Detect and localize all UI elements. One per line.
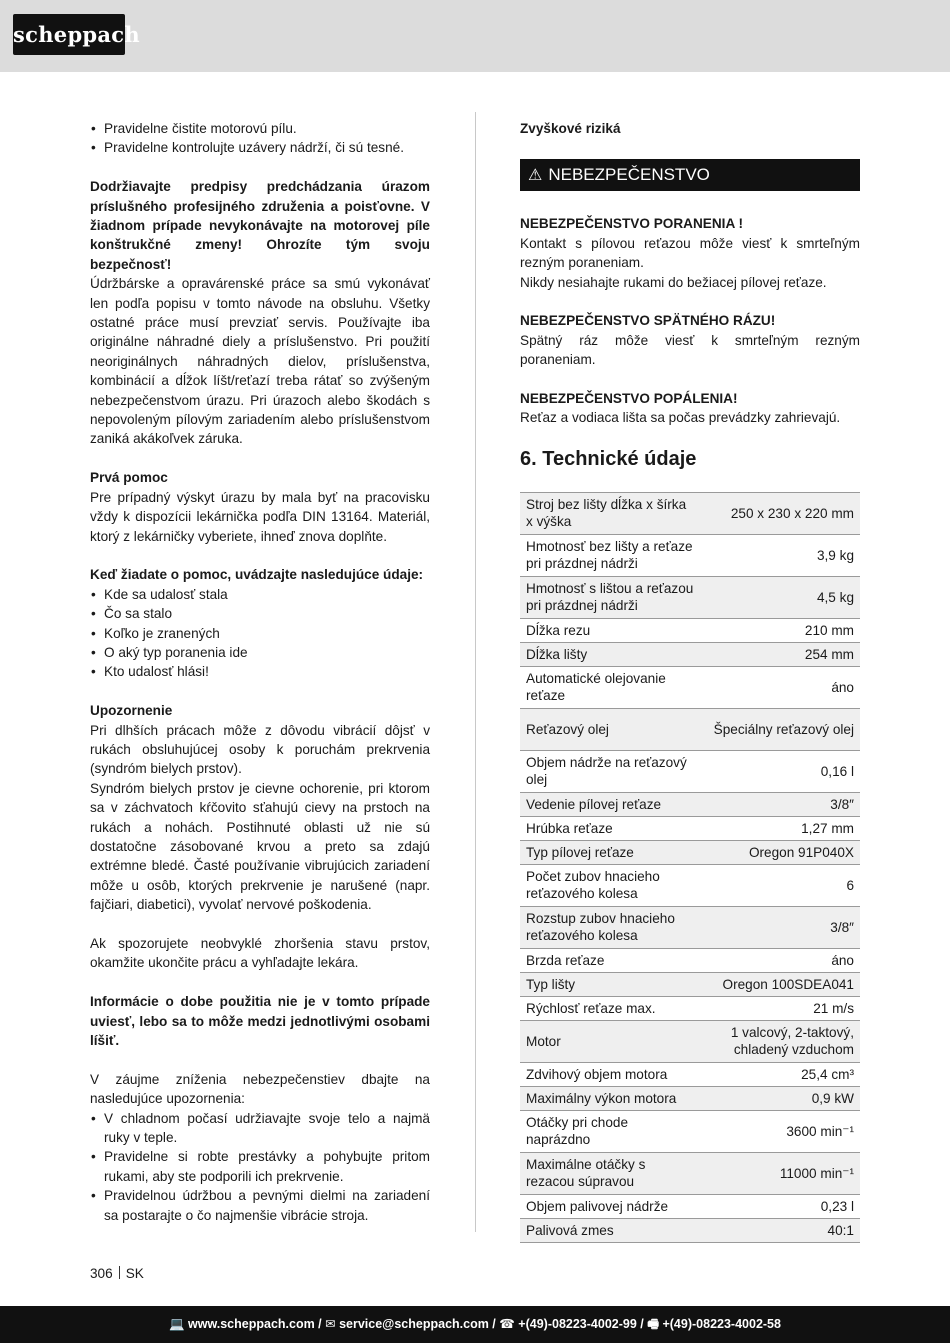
table-row: [520, 750, 860, 792]
spec-value: 11000 min⁻¹: [702, 1152, 860, 1194]
notice-heading: Upozornenie: [90, 703, 173, 719]
spec-label: Zdvihový objem motora: [520, 1062, 702, 1086]
kickback-heading: NEBEZPEČENSTVO SPÄTNÉHO RÁZU!: [520, 313, 776, 329]
spec-value: 3600 min⁻¹: [702, 1110, 860, 1152]
danger-label: NEBEZPEČENSTVO: [548, 165, 710, 185]
spec-label: Maximálne otáčky s rezacou súpravou: [520, 1152, 702, 1194]
spec-label: Počet zubov hnacieho reťazového kolesa: [520, 864, 702, 906]
spec-label: Vedenie pílovej reťaze: [520, 792, 702, 816]
spec-label: Objem palivovej nádrže: [520, 1194, 702, 1218]
table-row: [520, 1218, 860, 1242]
spec-label: Hrúbka reťaze: [520, 816, 702, 840]
first-aid-heading: Prvá pomoc: [90, 470, 168, 486]
list-item: • Kto udalosť hlási!: [90, 662, 430, 681]
injury-text-2: Nikdy nesiahajte rukami do bežiacej pílovej reťaze.: [520, 274, 827, 290]
table-row: [520, 1110, 860, 1152]
kickback-text: Spätný ráz môže viesť k smrteľným rezným poraneniam.: [520, 332, 860, 368]
list-item: • Pravidelnou údržbou a pevnými dielmi na zariadení sa postarajte o čo najmenšie vibrácie stroja.: [90, 1186, 430, 1225]
table-row: [520, 972, 860, 996]
table-row: [520, 1086, 860, 1110]
table-row: [520, 1152, 860, 1194]
spec-label: Automatické olejovanie reťaze: [520, 666, 702, 708]
burn-heading: NEBEZPEČENSTVO POPÁLENIA!: [520, 391, 738, 407]
spec-value: 210 mm: [702, 618, 860, 642]
left-column: [90, 119, 430, 1225]
header-band: [0, 0, 950, 72]
table-row: [520, 666, 860, 708]
injury-heading: NEBEZPEČENSTVO PORANENIA !: [520, 216, 744, 232]
spec-value: áno: [702, 666, 860, 708]
notice-text: Pri dlhších prácach môže z dôvodu vibrácií dôjsť v rukách obsluhujúcej osoby k poruchám prekrvenia (syndróm bielych prstov).: [90, 722, 430, 777]
column-divider: [475, 112, 476, 1232]
table-row: [520, 840, 860, 864]
spec-label: Objem nádrže na reťazový olej: [520, 750, 702, 792]
table-row: [520, 996, 860, 1020]
page-number-value: 306: [90, 1266, 113, 1281]
warning-triangle-icon: ⚠: [528, 167, 543, 185]
list-item: • Kde sa udalosť stala: [90, 585, 430, 604]
maintenance-text: Údržbárske a opravárenské práce sa smú vykonávať len podľa popisu v tomto návode na obsluhu. Všetky ostatné práce musí prevziať servis. Používajte iba originálne náhradné diely a príslušenstvo. Pri použití neoriginálnych náhradných dielov, príslušenstva, kombinácií a dĺžok líšt/reťazí treba rátať so zvýšeným nebezpečenstvom úrazu. Pri úrazoch alebo škodách s nepovoleným pílovým zariadením alebo príslušenstvom zaniká akákoľvek záruka.: [90, 276, 430, 447]
spec-label: Maximálny výkon motora: [520, 1086, 702, 1110]
table-row: [520, 864, 860, 906]
spec-label: Palivová zmes: [520, 1218, 702, 1242]
section-title: 6. Technické údaje: [520, 447, 697, 470]
spec-label: Typ pílovej reťaze: [520, 840, 702, 864]
table-row: [520, 642, 860, 666]
list-item: • Pravidelne kontrolujte uzávery nádrží, či sú tesné.: [90, 138, 430, 157]
list-item: • Koľko je zranených: [90, 624, 430, 643]
list-item: • O aký typ poranenia ide: [90, 643, 430, 662]
spec-value: 4,5 kg: [702, 576, 860, 618]
reduce-intro: V záujme zníženia nebezpečenstiev dbajte na nasledujúce upozornenia:: [90, 1071, 430, 1107]
spec-value: 25,4 cm³: [702, 1062, 860, 1086]
injury-text: Kontakt s pílovou reťazou môže viesť k smrteľným rezným poraneniam.: [520, 235, 860, 271]
table-row: [520, 534, 860, 576]
spec-value: 250 x 230 x 220 mm: [702, 492, 860, 534]
list-item: • Čo sa stalo: [90, 604, 430, 623]
danger-banner: [520, 159, 860, 191]
table-row: [520, 816, 860, 840]
list-item: • Pravidelne si robte prestávky a pohybujte pritom rukami, aby ste podporili ich prekrvenie.: [90, 1147, 430, 1186]
white-finger-text: Syndróm bielych prstov je cievne ochorenie, pri ktorom sa v záchvatoch kŕčovito sťahujú cievy na prstoch na rukách a nohách. Postihnuté oblasti už nie sú dostatočne zásobované krvou a preto sa zdajú extrémne bledé. Časté používanie vibrujúcich zariadení môže u osôb, ktorých prekrvenie je narušené (napr. fajčiari, diabetici), vyvolať nervové poškodenia.: [90, 780, 430, 913]
spec-value: 0,16 l: [702, 750, 860, 792]
spec-value: 21 m/s: [702, 996, 860, 1020]
spec-label: Rýchlosť reťaze max.: [520, 996, 702, 1020]
spec-value: áno: [702, 948, 860, 972]
spec-value: 3/8″: [702, 906, 860, 948]
footer-contact-bar: 💻 www.scheppach.com / ✉ service@scheppach.com / ☎ +(49)-08223-4002-99 / 🖷 +(49)-08223-4002-58: [0, 1306, 950, 1343]
table-row: [520, 1062, 860, 1086]
spec-label: Stroj bez lišty dĺžka x šírka x výška: [520, 492, 702, 534]
residual-risks-heading: Zvyškové riziká: [520, 121, 621, 136]
table-row: [520, 618, 860, 642]
spec-label: Rozstup zubov hnacieho reťazového kolesa: [520, 906, 702, 948]
reduce-list: [90, 1109, 430, 1225]
specs-table: [520, 492, 860, 1243]
table-row: [520, 1020, 860, 1062]
help-heading: Keď žiadate o pomoc, uvádzajte nasledujúce údaje:: [90, 567, 424, 583]
spec-value: 254 mm: [702, 642, 860, 666]
table-row: [520, 906, 860, 948]
help-list: [90, 585, 430, 682]
spec-value: 1 valcový, 2-taktový, chladený vzduchom: [702, 1020, 860, 1062]
spec-value: 6: [702, 864, 860, 906]
spec-value: 3/8″: [702, 792, 860, 816]
spec-label: Hmotnosť s lištou a reťazou pri prázdnej nádrži: [520, 576, 702, 618]
burn-text: Reťaz a vodiaca lišta sa počas prevádzky zahrievajú.: [520, 410, 841, 426]
spec-label: Typ lišty: [520, 972, 702, 996]
table-row: [520, 576, 860, 618]
spec-label: Dĺžka lišty: [520, 642, 702, 666]
page-number: [90, 1266, 144, 1281]
table-row: [520, 708, 860, 750]
spec-value: Oregon 100SDEA041: [702, 972, 860, 996]
scheppach-logo: scheppach: [13, 14, 125, 55]
table-row: [520, 1194, 860, 1218]
table-row: [520, 948, 860, 972]
maintenance-bullets: [90, 119, 430, 158]
usage-duration-note: Informácie o dobe použitia nie je v tomto prípade uviesť, lebo sa to môže medzi jednotlivými osobami líšiť.: [90, 994, 430, 1048]
spec-label: Motor: [520, 1020, 702, 1062]
list-item: • Pravidelne čistite motorovú pílu.: [90, 119, 430, 138]
language-code: SK: [125, 1266, 144, 1281]
right-column: [520, 119, 860, 1243]
spec-value: 0,9 kW: [702, 1086, 860, 1110]
spec-value: 3,9 kg: [702, 534, 860, 576]
spec-value: 1,27 mm: [702, 816, 860, 840]
spec-label: Otáčky pri chode naprázdno: [520, 1110, 702, 1152]
accident-prevention-warning: Dodržiavajte predpisy predchádzania úrazom príslušného profesijného združenia a poisťovne. V žiadnom prípade nevykonávajte na motorovej píle konštrukčné zmeny! Ohrozíte tým svoju bezpečnosť!: [90, 179, 430, 272]
spec-value: 0,23 l: [702, 1194, 860, 1218]
list-item: • V chladnom počasí udržiavajte svoje telo a najmä ruky v teple.: [90, 1109, 430, 1148]
spec-label: Dĺžka rezu: [520, 618, 702, 642]
table-row: [520, 492, 860, 534]
spec-label: Hmotnosť bez lišty a reťaze pri prázdnej nádrži: [520, 534, 702, 576]
spec-value: Špeciálny reťazový olej: [702, 708, 860, 750]
spec-value: 40:1: [702, 1218, 860, 1242]
spec-value: Oregon 91P040X: [702, 840, 860, 864]
spec-label: Brzda reťaze: [520, 948, 702, 972]
first-aid-text: Pre prípadný výskyt úrazu by mala byť na pracovisku vždy k dispozícii lekárnička podľa DIN 13164. Materiál, ktorý z lekárničky vyberiete, ihneď znova doplňte.: [90, 489, 430, 544]
table-row: [520, 792, 860, 816]
spec-label: Reťazový olej: [520, 708, 702, 750]
worsening-text: Ak spozorujete neobvyklé zhoršenia stavu prstov, okamžite ukončite prácu a vyhľadajte lekára.: [90, 935, 430, 971]
